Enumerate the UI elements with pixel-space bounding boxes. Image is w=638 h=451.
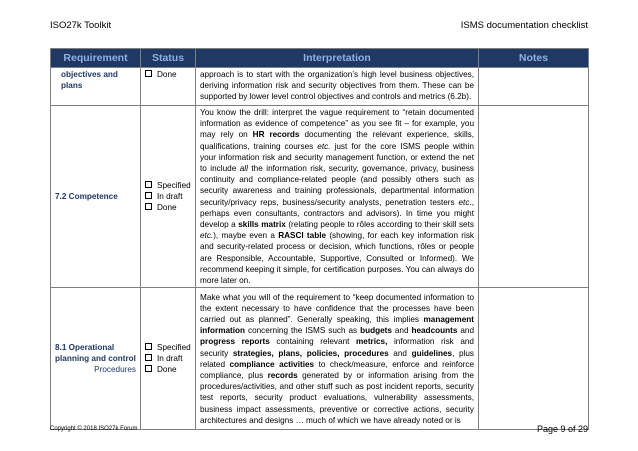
status-option[interactable] — [145, 202, 191, 213]
status-option[interactable] — [145, 180, 191, 191]
checkbox-icon — [145, 70, 152, 77]
checklist-table — [50, 48, 589, 430]
interpretation-text: ), maybe even a — [213, 231, 279, 241]
interpretation-text: all — [239, 164, 248, 174]
interpretation-text: etc — [458, 197, 470, 207]
status-cell — [141, 288, 196, 430]
interpretation-text: to check/measure, enforce and reinforce compliance, plus — [200, 359, 475, 380]
interpretation-cell — [196, 106, 479, 288]
interpretation-text: management information — [200, 314, 474, 336]
footer-page-number: Page 9 of 29 — [536, 424, 588, 434]
checkbox-icon — [145, 354, 152, 361]
footer-copyright: Copyright © 2018 ISO27k Forum — [50, 426, 138, 432]
notes-cell[interactable] — [479, 288, 589, 430]
requirement-sublabel: Procedures — [94, 365, 136, 375]
checkbox-icon — [145, 192, 152, 199]
status-cell — [141, 106, 196, 288]
status-option-label: Done — [157, 70, 177, 79]
requirement-label: 7.2 Competence — [55, 192, 118, 202]
table-row — [51, 288, 589, 430]
checkbox-icon — [145, 203, 152, 210]
checkbox-icon — [145, 181, 152, 188]
interpretation-text: budgets — [360, 326, 392, 336]
status-option-label: In draft — [157, 354, 183, 364]
interpretation-text: headcounts — [411, 326, 458, 336]
status-option-label: Specified — [157, 342, 191, 352]
status-option-label: Done — [157, 365, 177, 375]
notes-cell[interactable] — [479, 68, 589, 106]
interpretation-text: ., perhaps even consultants, contractors and advisors). In time you might develop a — [200, 197, 474, 230]
status-option[interactable] — [145, 342, 191, 353]
status-option[interactable] — [145, 69, 191, 80]
interpretation-text: progress reports — [200, 337, 270, 347]
interpretation-cell — [196, 288, 479, 430]
column-header-requirement: Requirement — [51, 49, 141, 68]
interpretation-text: containing relevant — [269, 337, 356, 347]
interpretation-text: metrics, — [355, 337, 388, 347]
interpretation-text: compliance activities — [229, 359, 315, 369]
status-option[interactable] — [145, 191, 191, 202]
interpretation-text: approach is to start with the organization’s high level business objectives, deriving information risk and security objectives from them. These can be supported by lower level control objectives and controls and metrics (6.2b). — [200, 70, 474, 102]
header-left: ISO27k Toolkit — [50, 20, 112, 31]
interpretation-text: You know the drill: interpret the vague requirement to “retain documented information as evidence of competence” as you see fit – for example, you may rely on — [200, 108, 474, 140]
interpretation-text: information risk and security — [200, 337, 474, 358]
interpretation-text: records — [267, 370, 298, 380]
notes-cell[interactable] — [479, 106, 589, 288]
interpretation-text: (showing, for each key information risk and security-related process or decision, which functions, rôles or people are Responsible, Accountable, Supportive, Consulted or Informed). We recommend keeping it simple, for certification purposes. You can always do more later on. — [200, 231, 475, 286]
table-row — [51, 68, 589, 106]
interpretation-text: etc. — [317, 141, 331, 151]
requirement-label: 8.1 Operational planning and control — [55, 342, 136, 364]
header-right: ISMS documentation checklist — [460, 20, 588, 31]
interpretation-text: HR records — [252, 130, 300, 140]
interpretation-text: etc. — [200, 231, 214, 241]
requirement-cell — [51, 288, 141, 430]
checkbox-icon — [145, 365, 152, 372]
interpretation-text: generated by or information arising from the procedures/activities, and other stuff such as post incident reports, security test reports, security product evaluations, vulnerability assessments, business impact assessments, preventive or corrective actions, security architectures and designs … much of which we have already noted or is — [200, 370, 474, 425]
interpretation-text: strategies, plans, policies, procedures — [232, 348, 389, 358]
interpretation-text: and — [391, 326, 412, 336]
column-header-interpretation: Interpretation — [196, 49, 479, 68]
interpretation-text: the information risk, security, governance, privacy, business continuity and compliance-related people (and possibly others such as security awareness and training professionals, departmental information security/privacy reps, business/security analysts, penetration testers — [200, 164, 475, 207]
interpretation-text: and — [457, 326, 475, 336]
interpretation-text: (relating people to rôles according to their skill sets — [285, 220, 474, 230]
interpretation-text: documenting the relevant experience, skills, qualifications, training courses — [200, 130, 475, 151]
status-option[interactable] — [145, 353, 191, 364]
status-option[interactable] — [145, 364, 191, 375]
interpretation-text: Make what you will of the requirement to “keep documented information to the extent necessary to have confidence that the processes have been carried out as planned”. Generally speaking, this implies — [200, 292, 474, 324]
status-option-label: Specified — [157, 180, 191, 190]
interpretation-text: concerning the ISMS such as — [245, 326, 361, 336]
interpretation-text: skills matrix — [238, 220, 286, 230]
column-header-notes: Notes — [479, 49, 589, 68]
interpretation-text: RASCI table — [278, 231, 327, 241]
checkbox-icon — [145, 343, 152, 350]
interpretation-text: guidelines — [411, 348, 453, 358]
requirement-cell — [51, 68, 141, 106]
table-row — [51, 106, 589, 288]
interpretation-text: just for the core ISMS people within your information risk and security management function, or extend the net to include — [200, 141, 474, 174]
status-option-label: In draft — [157, 192, 183, 202]
status-cell — [141, 68, 196, 106]
table-header-row — [51, 49, 589, 68]
interpretation-text: , plus related — [200, 348, 475, 369]
column-header-status: Status — [141, 49, 196, 68]
interpretation-cell — [196, 68, 479, 106]
requirement-label: objectives and plans — [61, 70, 118, 91]
status-option-label: Done — [157, 203, 177, 213]
interpretation-text: and — [388, 348, 412, 358]
requirement-cell — [51, 106, 141, 288]
